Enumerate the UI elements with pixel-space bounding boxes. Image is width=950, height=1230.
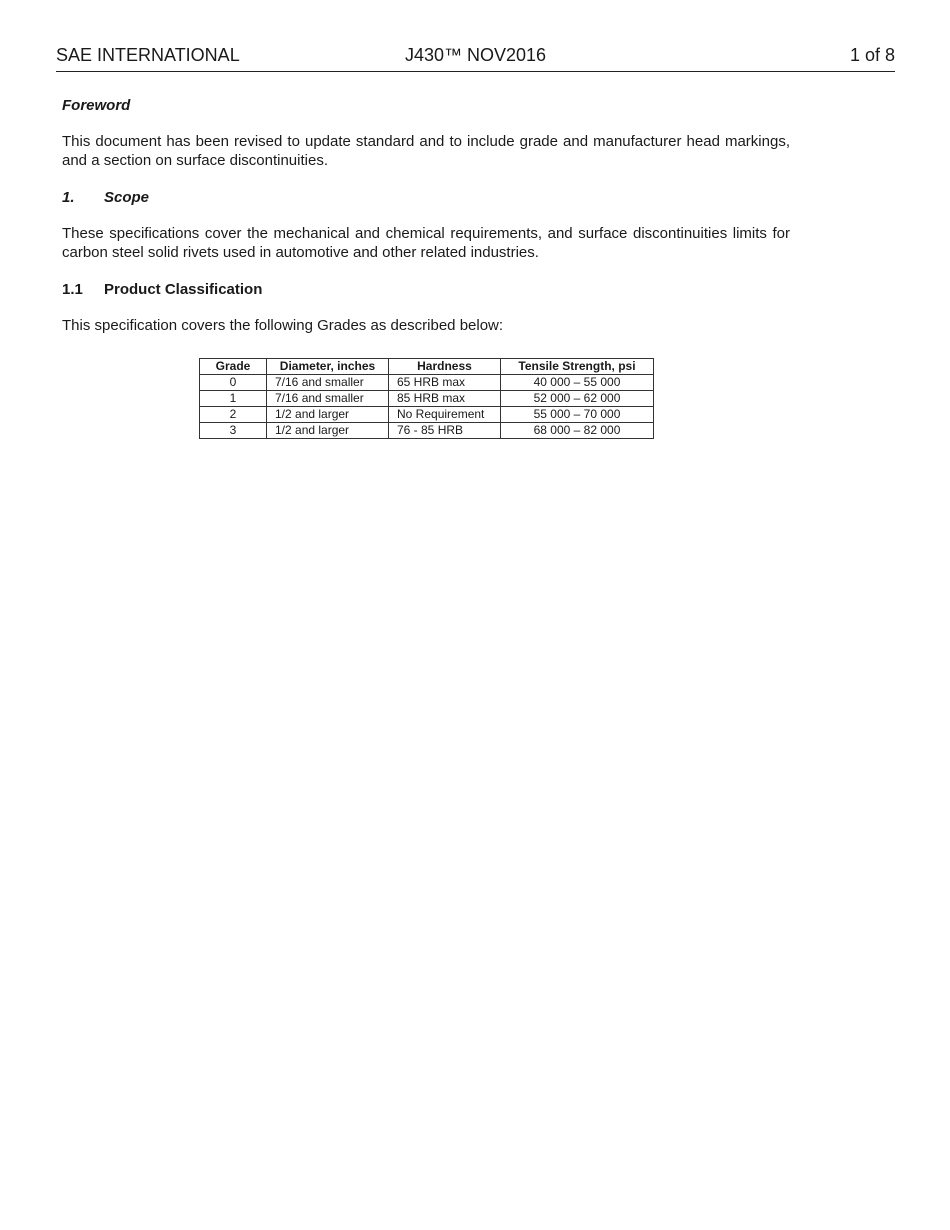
cell-grade: 0 [200, 375, 267, 391]
column-header-grade: Grade [200, 359, 267, 375]
document-body [62, 96, 790, 336]
header-organization: SAE INTERNATIONAL [56, 45, 240, 65]
cell-hardness: 65 HRB max [389, 375, 501, 391]
table-row [200, 407, 654, 423]
cell-hardness: 85 HRB max [389, 391, 501, 407]
cell-grade: 1 [200, 391, 267, 407]
page-header [56, 44, 895, 72]
table-row [200, 391, 654, 407]
cell-tensile-strength: 68 000 – 82 000 [501, 423, 654, 439]
grades-table [199, 358, 654, 439]
cell-tensile-strength: 52 000 – 62 000 [501, 391, 654, 407]
table-row [200, 423, 654, 439]
column-header-tensile-strength: Tensile Strength, psi [501, 359, 654, 375]
foreword-paragraph: This document has been revised to update standard and to include grade and manufacturer head markings, and a section on surface discontinuities. [62, 133, 790, 169]
cell-hardness: 76 - 85 HRB [389, 423, 501, 439]
header-document-id: J430™ NOV2016 [404, 45, 547, 65]
table-row [200, 375, 654, 391]
classification-title: Product Classification [104, 281, 263, 298]
cell-diameter: 7/16 and smaller [267, 391, 389, 407]
cell-hardness: No Requirement [389, 407, 501, 423]
header-page-number: 1 of 8 [849, 45, 895, 65]
foreword-heading: Foreword [62, 97, 131, 114]
scope-paragraph: These specifications cover the mechanical and chemical requirements, and surface discontinuities limits for carbon steel solid rivets used in automotive and other related industries. [62, 225, 790, 261]
column-header-diameter: Diameter, inches [267, 359, 389, 375]
classification-number: 1.1 [62, 281, 83, 298]
cell-grade: 3 [200, 423, 267, 439]
table-header-row [200, 359, 654, 375]
scope-title: Scope [104, 189, 150, 206]
classification-intro: This specification covers the following Grades as described below: [62, 317, 504, 334]
scope-heading [62, 188, 790, 208]
classification-heading [62, 280, 790, 300]
cell-diameter: 7/16 and smaller [267, 375, 389, 391]
cell-diameter: 1/2 and larger [267, 407, 389, 423]
column-header-hardness: Hardness [389, 359, 501, 375]
scope-number: 1. [62, 189, 75, 206]
cell-grade: 2 [200, 407, 267, 423]
cell-tensile-strength: 40 000 – 55 000 [501, 375, 654, 391]
cell-tensile-strength: 55 000 – 70 000 [501, 407, 654, 423]
cell-diameter: 1/2 and larger [267, 423, 389, 439]
